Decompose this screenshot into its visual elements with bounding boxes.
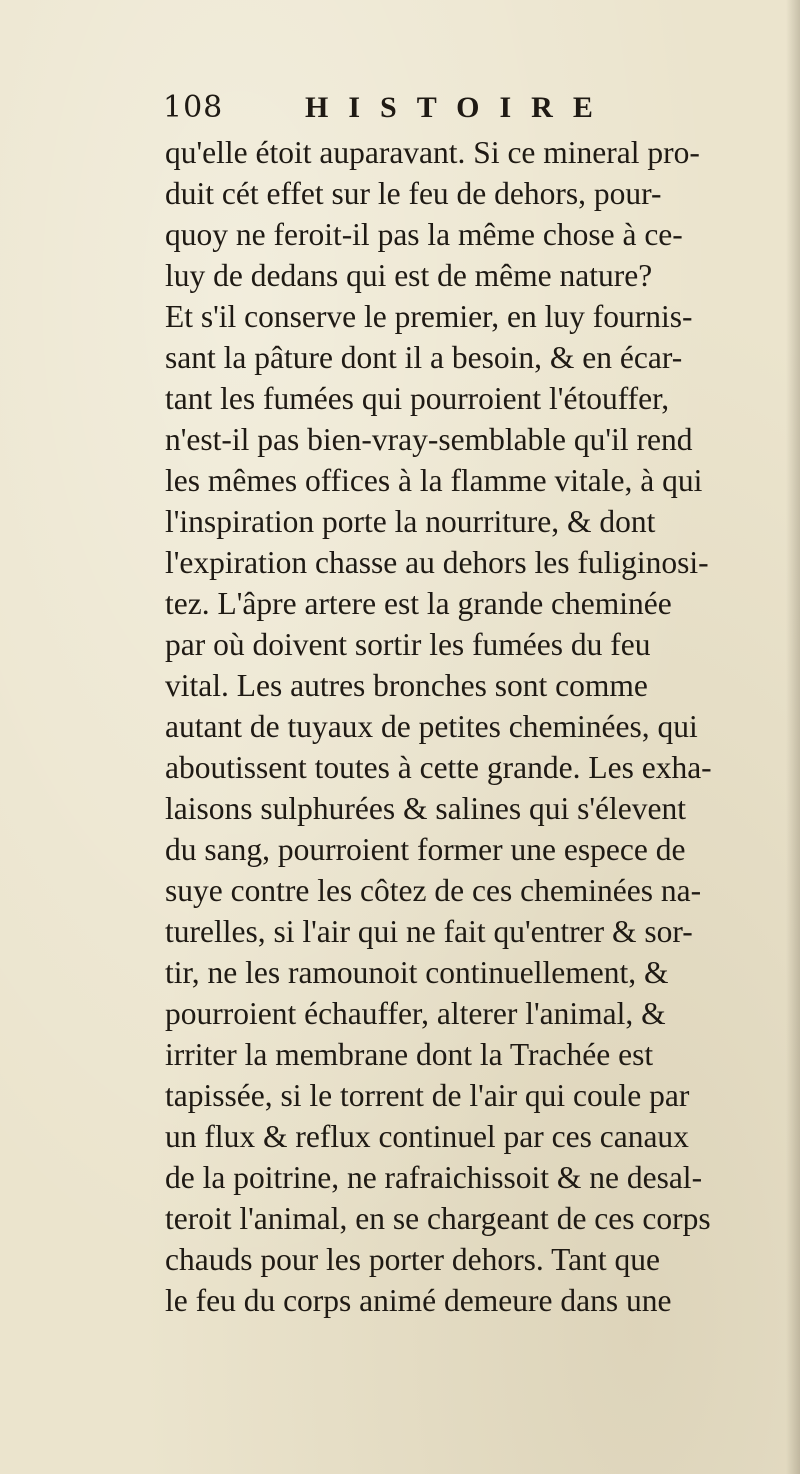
text-line: duit cét effet sur le feu de dehors, pour- [165, 176, 662, 211]
text-line: vital. Les autres bronches sont comme [165, 668, 648, 703]
text-line: autant de tuyaux de petites cheminées, qui [165, 709, 698, 744]
text-line: l'inspiration porte la nourriture, & dont [165, 504, 656, 539]
text-line: tant les fumées qui pourroient l'étouffer, [165, 381, 670, 416]
text-line: luy de dedans qui est de même nature? [165, 258, 653, 293]
page-header [163, 88, 683, 128]
text-line: tez. L'âpre artere est la grande cheminée [165, 586, 672, 621]
text-line: les mêmes offices à la flamme vitale, à qui [165, 463, 703, 498]
text-line: teroit l'animal, en se chargeant de ces corps [165, 1201, 711, 1236]
text-line: turelles, si l'air qui ne fait qu'entrer & sor- [165, 914, 693, 949]
page-number: 108 [163, 90, 224, 125]
text-line: Et s'il conserve le premier, en luy fournis- [165, 299, 693, 334]
text-line: suye contre les côtez de ces cheminées na- [165, 873, 702, 908]
text-line: par où doivent sortir les fumées du feu [165, 627, 651, 662]
text-line: tapissée, si le torrent de l'air qui coule par [165, 1078, 690, 1113]
text-line: sant la pâture dont il a besoin, & en écar- [165, 340, 683, 375]
text-line: qu'elle étoit auparavant. Si ce mineral pro- [165, 135, 700, 170]
body-text [165, 132, 795, 1321]
text-line: pourroient échauffer, alterer l'animal, & [165, 996, 666, 1031]
text-line: du sang, pourroient former une espece de [165, 832, 686, 867]
running-title: HISTOIRE [305, 91, 613, 124]
text-line: un flux & reflux continuel par ces canaux [165, 1119, 689, 1154]
text-line: l'expiration chasse au dehors les fuliginosi- [165, 545, 709, 580]
text-line: aboutissent toutes à cette grande. Les exha- [165, 750, 712, 785]
text-line: n'est-il pas bien-vray-semblable qu'il rend [165, 422, 693, 457]
text-line: chauds pour les porter dehors. Tant que [165, 1242, 660, 1277]
text-line: tir, ne les ramounoit continuellement, & [165, 955, 669, 990]
text-line: laisons sulphurées & salines qui s'élevent [165, 791, 686, 826]
text-line: de la poitrine, ne rafraichissoit & ne desal- [165, 1160, 703, 1195]
text-line: quoy ne feroit-il pas la même chose à ce- [165, 217, 683, 252]
text-line: irriter la membrane dont la Trachée est [165, 1037, 654, 1072]
text-line: le feu du corps animé demeure dans une [165, 1283, 672, 1318]
